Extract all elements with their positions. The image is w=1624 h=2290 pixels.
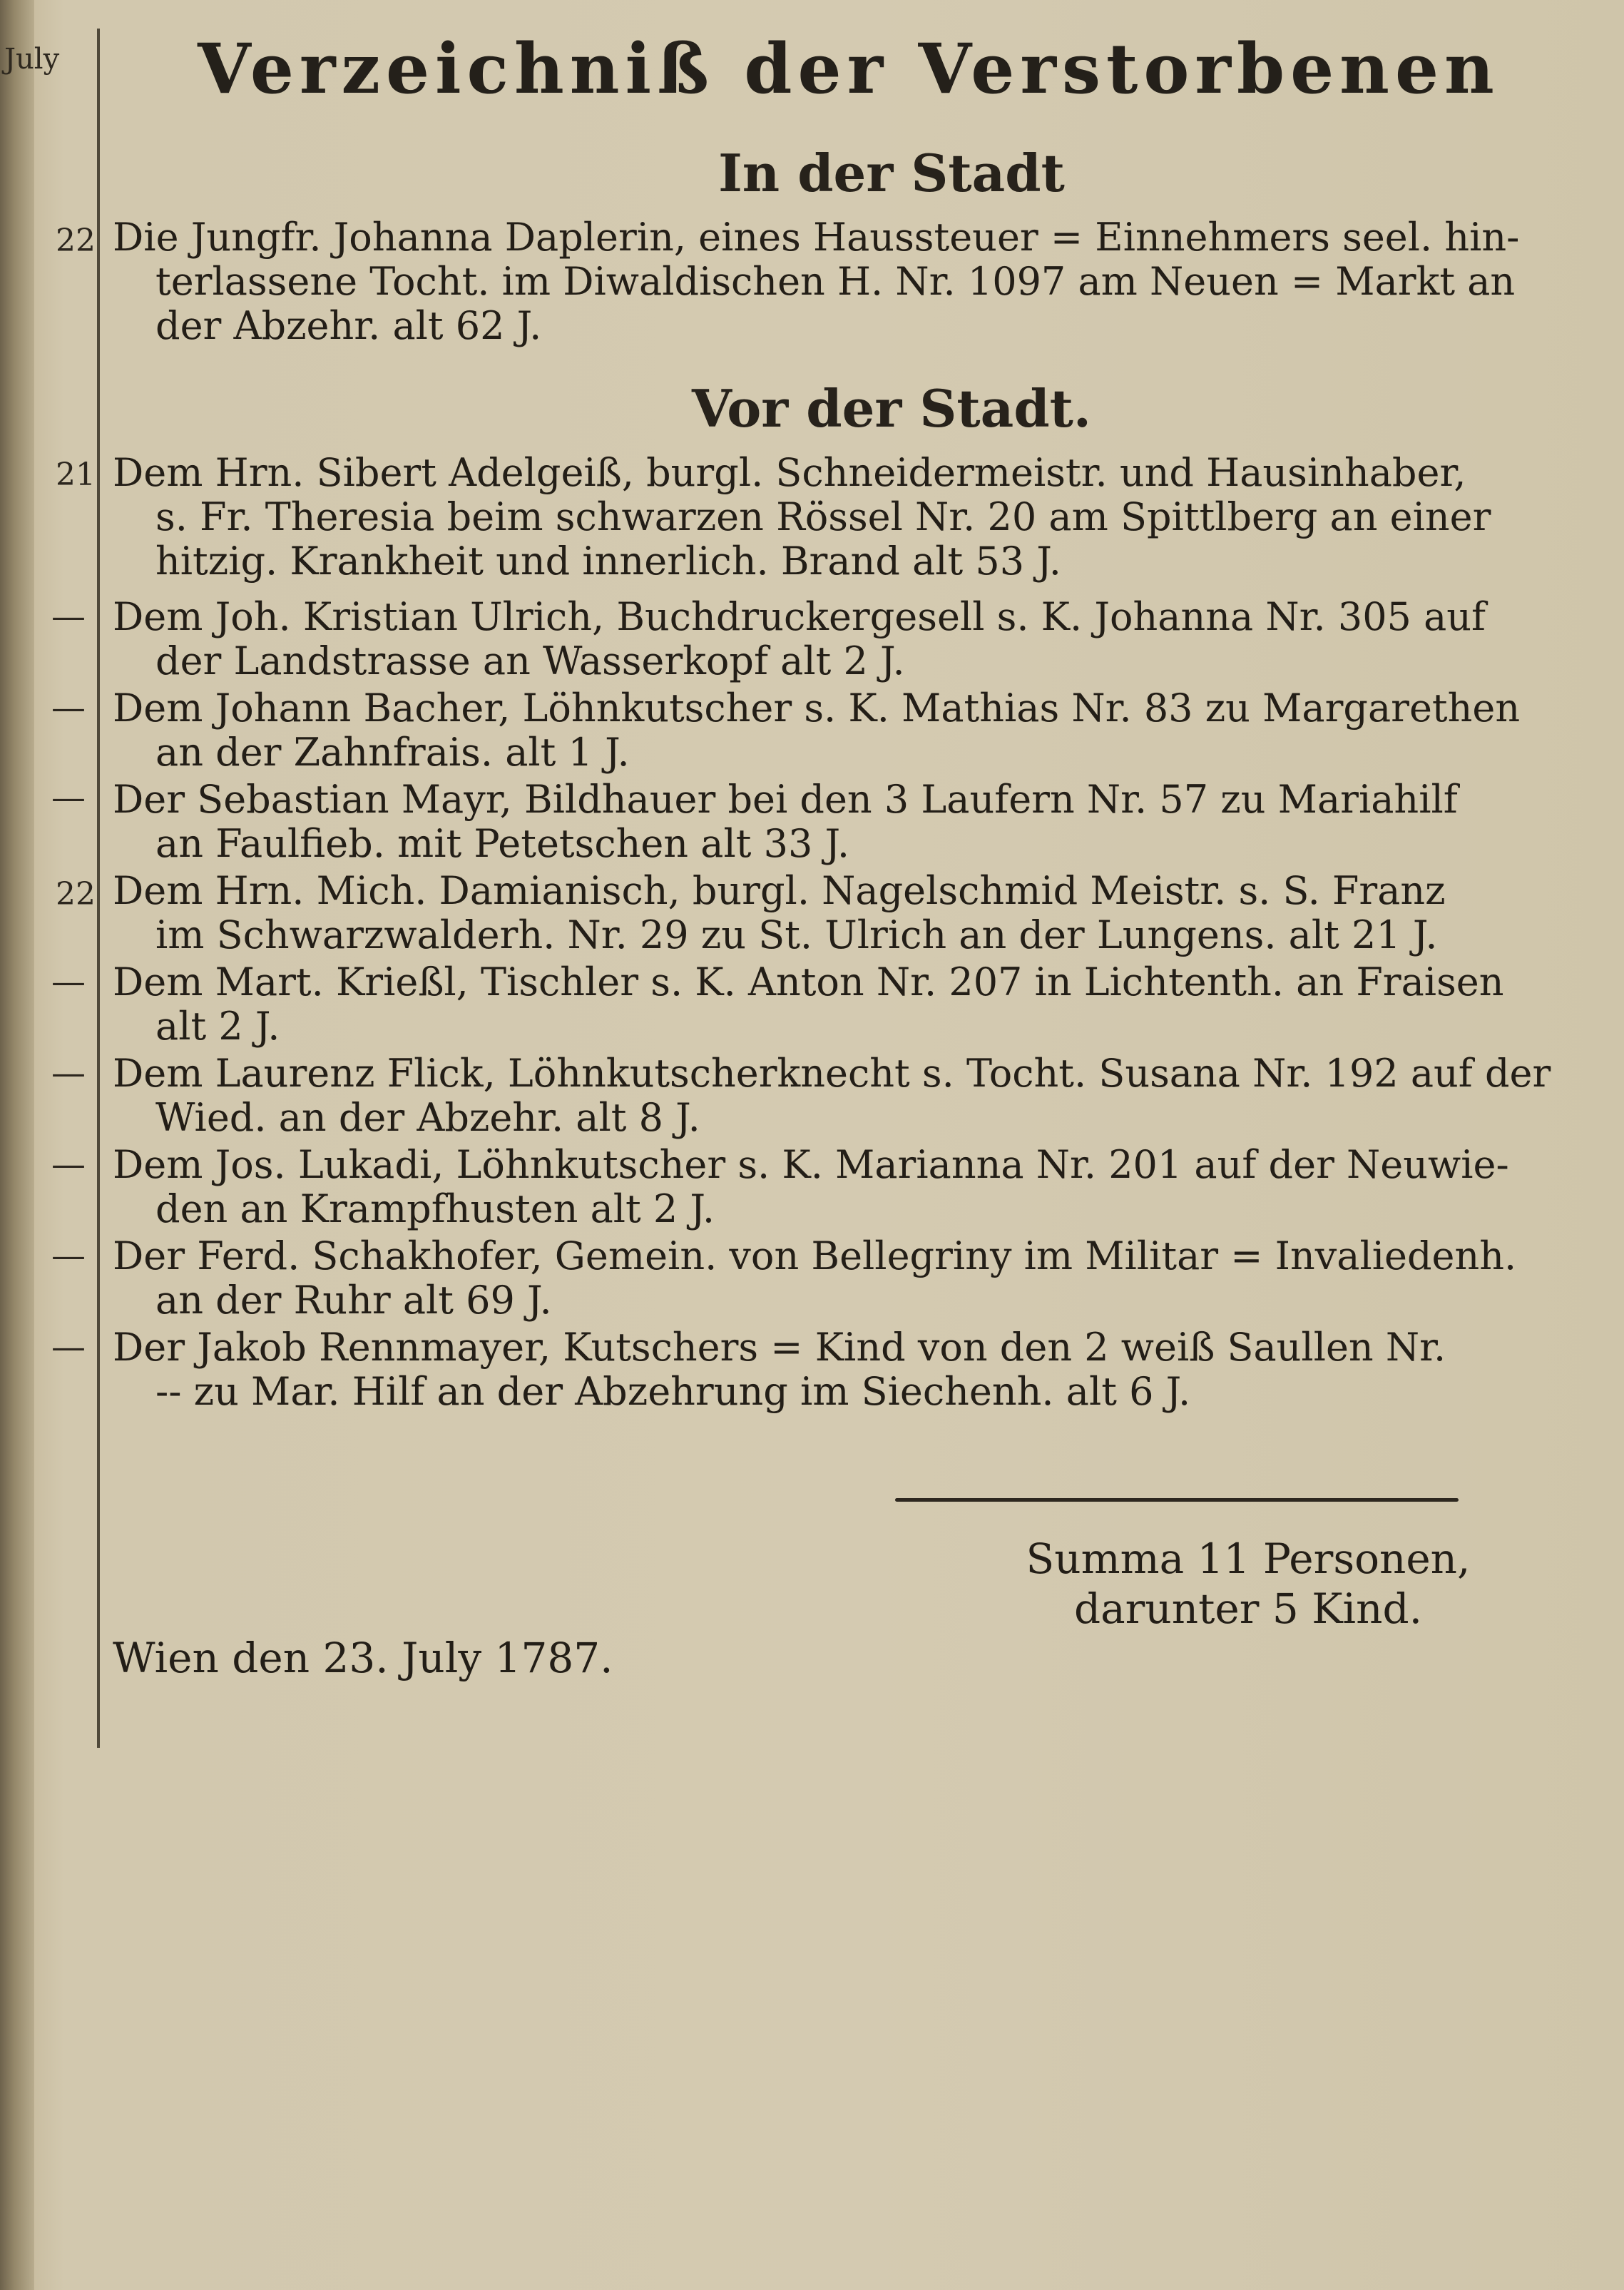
summary-block <box>970 1534 1526 1634</box>
summary-total: Summa 11 Personen, <box>1026 1535 1471 1583</box>
entry-line: Dem Laurenz Flick, Löhnkutscherknecht s. Tocht. Susana Nr. 192 auf der <box>113 1051 1551 1096</box>
entry-line: an Faulfieb. mit Petetschen alt 33 J. <box>155 821 850 866</box>
entry-date: — <box>51 1053 86 1093</box>
death-entry <box>113 869 1596 957</box>
death-entry <box>113 686 1596 775</box>
entry-line: Dem Jos. Lukadi, Löhnkutscher s. K. Marianna Nr. 201 auf der Neuwie- <box>113 1142 1509 1187</box>
entry-line: Wied. an der Abzehr. alt 8 J. <box>155 1095 700 1140</box>
entry-line: Der Sebastian Mayr, Bildhauer bei den 3 Laufern Nr. 57 zu Mariahilf <box>113 777 1458 822</box>
entry-line: den an Krampfhusten alt 2 J. <box>155 1186 715 1231</box>
entry-line: der Abzehr. alt 62 J. <box>155 303 542 348</box>
entry-date: — <box>51 1144 86 1184</box>
section-heading-city: In der Stadt <box>718 143 1065 203</box>
book-spine-edge <box>0 0 34 2290</box>
death-entry <box>113 960 1596 1049</box>
death-entry <box>113 1143 1596 1231</box>
place-and-date: Wien den 23. July 1787. <box>113 1634 613 1682</box>
entry-date: — <box>51 1236 86 1276</box>
entry-line: Der Ferd. Schakhofer, Gemein. von Bellegriny im Militar = Invaliedenh. <box>113 1233 1517 1278</box>
entry-line: Dem Mart. Krießl, Tischler s. K. Anton Nr. 207 in Lichtenth. an Fraisen <box>113 960 1504 1004</box>
entry-line: Dem Hrn. Sibert Adelgeiß, burgl. Schneidermeistr. und Hausinhaber, <box>113 450 1466 495</box>
entry-line: hitzig. Krankheit und innerlich. Brand alt 53 J. <box>155 539 1061 584</box>
entry-line: alt 2 J. <box>155 1004 280 1049</box>
death-entry <box>113 451 1596 584</box>
death-entry <box>113 1234 1596 1323</box>
entry-line: Die Jungfr. Johanna Daplerin, eines Haussteuer = Einnehmers seel. hin- <box>113 215 1520 260</box>
entry-date: — <box>51 962 86 1002</box>
entry-line: Dem Hrn. Mich. Damianisch, burgl. Nagelschmid Meistr. s. S. Franz <box>113 868 1446 913</box>
death-entry <box>113 778 1596 866</box>
entry-line: im Schwarzwalderh. Nr. 29 zu St. Ulrich an der Lungens. alt 21 J. <box>155 912 1438 957</box>
entry-date: 22 <box>56 876 96 912</box>
entry-line: Der Jakob Rennmayer, Kutschers = Kind von den 2 weiß Saullen Nr. <box>113 1325 1446 1370</box>
entry-line: an der Ruhr alt 69 J. <box>155 1278 552 1323</box>
entry-date: — <box>51 778 86 818</box>
entry-date: — <box>51 688 86 728</box>
entry-line: der Landstrasse an Wasserkopf alt 2 J. <box>155 638 905 683</box>
entry-date: 21 <box>56 457 96 493</box>
entry-line: an der Zahnfrais. alt 1 J. <box>155 730 630 775</box>
entry-line: terlassene Tocht. im Diwaldischen H. Nr. 1097 am Neuen = Markt an <box>155 259 1516 304</box>
death-entry <box>113 215 1596 348</box>
entry-line: Dem Johann Bacher, Löhnkutscher s. K. Mathias Nr. 83 zu Margarethen <box>113 686 1521 731</box>
entry-date: 22 <box>56 223 96 259</box>
entry-line: Dem Joh. Kristian Ulrich, Buchdruckergesell s. K. Johanna Nr. 305 auf <box>113 594 1486 639</box>
entry-date: — <box>51 596 86 636</box>
margin-month-label: July <box>4 43 60 76</box>
section-heading-suburbs: Vor der Stadt. <box>691 378 1091 439</box>
summary-rule <box>895 1498 1459 1502</box>
death-entry <box>113 595 1596 683</box>
entry-line: -- zu Mar. Hilf an der Abzehrung im Siechenh. alt 6 J. <box>155 1369 1191 1414</box>
margin-rule <box>97 29 100 1748</box>
summary-children: darunter 5 Kind. <box>1073 1584 1423 1633</box>
death-entry <box>113 1325 1596 1414</box>
document-title: Verzeichniß der Verstorbenen <box>198 29 1500 109</box>
entry-date: — <box>51 1327 86 1367</box>
death-entry <box>113 1052 1596 1140</box>
entry-line: s. Fr. Theresia beim schwarzen Rössel Nr. 20 am Spittlberg an einer <box>155 494 1491 539</box>
